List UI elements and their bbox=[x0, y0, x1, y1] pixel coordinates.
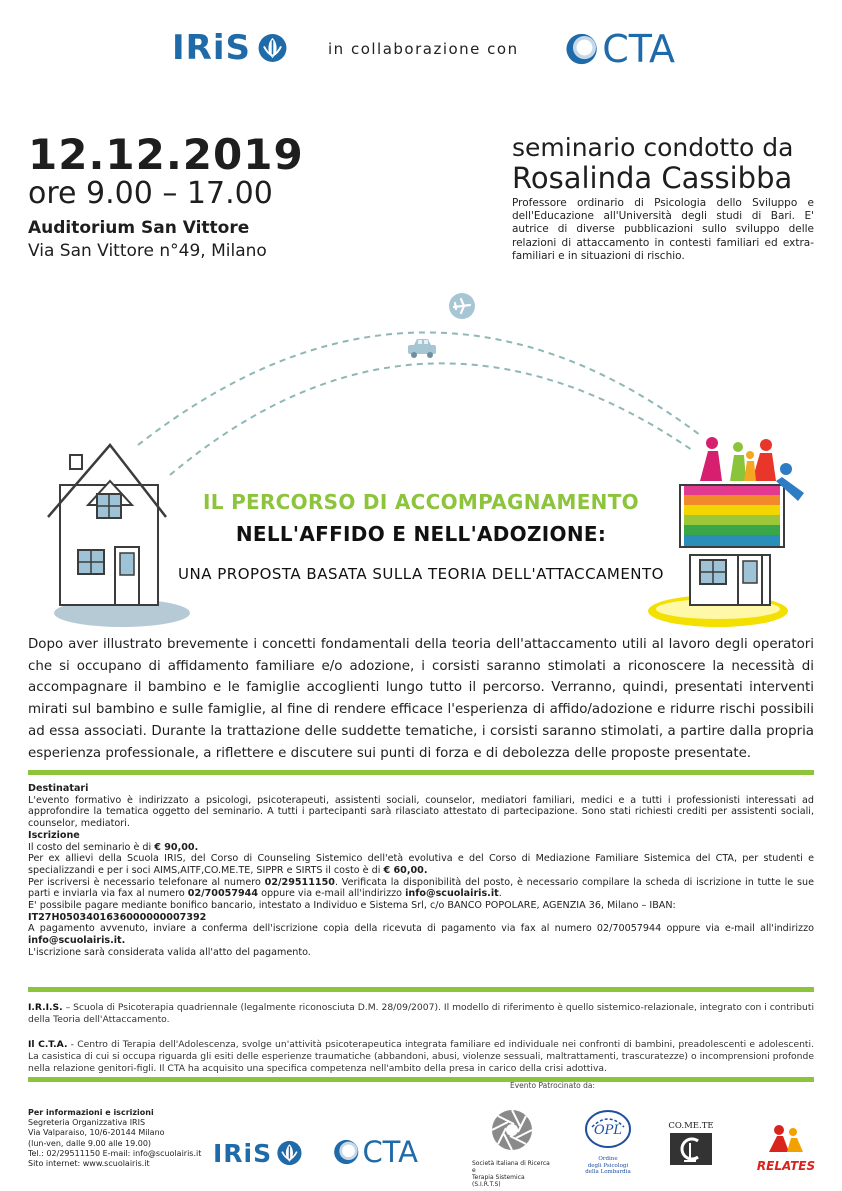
intro-paragraph: Dopo aver illustrato brevemente i concetti fondamentali della teoria dell'attaccamento utili al lavoro degli operatori che si occupano di affidamento familiare e/o adozione, i corsisti saranno stimolati a riconoscere la necessità di accompagnare il bambino e le famiglie accoglienti lungo tutto il percorso. Verranno, quindi, presentati interventi mirati sul bambino e sulle famiglie, al fine di rendere efficace l'esperienza di affido/adozione e ridurre rischi possibili ad essa associati. Durante la trattazione delle suddette tematiche, i corsisti saranno stimolati, a partire dalla propria esperienza professionale, a riflettere e discutere sui punti di forza e di debolezza delle proposte presentate. bbox=[28, 637, 814, 761]
contact-line-2: Via Valparaiso, 10/6-20144 Milano bbox=[28, 1128, 165, 1138]
relates-logo bbox=[752, 1124, 820, 1173]
contact-line-5[interactable]: Sito internet: www.scuolairis.it bbox=[28, 1159, 150, 1169]
led-by-label: seminario condotto da bbox=[512, 133, 794, 162]
about-iris bbox=[28, 1002, 814, 1026]
speaker-name: Rosalinda Cassibba bbox=[512, 161, 793, 195]
relates-text: RELATES bbox=[756, 1159, 816, 1173]
title-line-1: IL PERCORSO DI ACCOMPAGNAMENTO bbox=[203, 490, 639, 514]
signup-email-link[interactable]: info@scuolairis.it bbox=[405, 888, 499, 900]
iris-logo-text: IRiS bbox=[172, 28, 251, 68]
about-cta-name: Il C.T.A. bbox=[28, 1039, 68, 1050]
signup-end: . bbox=[498, 888, 502, 900]
divider-3 bbox=[28, 1077, 814, 1082]
iris-logo bbox=[172, 26, 288, 70]
sirts-line-2: Terapia Sistemica (S.I.R.T.S) bbox=[472, 1174, 525, 1188]
cta-logo-footer bbox=[333, 1130, 418, 1174]
comete-text: CO.ME.TE bbox=[668, 1121, 714, 1131]
cta-circle-icon bbox=[565, 26, 598, 72]
leaf-icon bbox=[257, 28, 288, 68]
recipients-heading: Destinatari bbox=[28, 783, 89, 794]
comete-logo bbox=[666, 1121, 716, 1172]
title-line-3: UNA PROPOSTA BASATA SULLA TEORIA DELL'ATTACCAMENTO bbox=[178, 565, 664, 583]
patronage-label: Evento Patrocinato da: bbox=[510, 1081, 596, 1090]
comete-mark-icon bbox=[668, 1131, 714, 1167]
event-address: Via San Vittore n°49, Milano bbox=[28, 241, 267, 261]
event-date: 12.12.2019 bbox=[28, 130, 304, 179]
contact-line-1: Segreteria Organizzativa IRIS bbox=[28, 1118, 146, 1128]
confirm-email-link[interactable]: info@scuolairis.it. bbox=[28, 935, 126, 947]
sirts-line-1: Società Italiana di Ricerca e bbox=[472, 1160, 550, 1174]
registration-heading: Iscrizione bbox=[28, 829, 80, 841]
cta-logo bbox=[565, 24, 675, 74]
ordine-line-2: degli Psicologi bbox=[587, 1162, 629, 1169]
event-time: ore 9.00 – 17.00 bbox=[28, 176, 273, 211]
ordine-line-3: della Lombardia bbox=[585, 1169, 631, 1175]
title-line-2: NELL'AFFIDO E NELL'ADOZIONE: bbox=[235, 522, 607, 546]
divider-2 bbox=[28, 987, 814, 992]
event-venue: Auditorium San Vittore bbox=[28, 218, 250, 238]
collab-text: in collaborazione con bbox=[328, 40, 519, 58]
cta-circle-icon bbox=[333, 1134, 359, 1170]
recipients-text: L'evento formativo è indirizzato a psicologi, psicoterapeuti, assistenti sociali, counselor, mediatori familiari, medici e a tutti i professionisti interessati ad approfondire la tematica oggetto del seminario. A tutti i partecipanti sarà rilasciato attestato di partecipazione. Sono stati richiesti crediti per assistenti sociali, counselor, mediatori. bbox=[28, 794, 814, 830]
leaf-icon bbox=[276, 1138, 303, 1168]
sirts-logo bbox=[472, 1108, 552, 1188]
speaker-bio: Professore ordinario di Psicologia dello Sviluppo e dell'Educazione all'Università degli studi di Bari. E' autrice di diverse pubblicazioni sullo sviluppo delle relazioni di attaccamento in contesti familiari ed extra-familiari e in situazioni di rischio. bbox=[512, 197, 814, 262]
signup-prefix: Per iscriversi è necessario telefonare al numero bbox=[28, 876, 265, 888]
details-section bbox=[28, 783, 814, 959]
contact-heading: Per informazioni e iscrizioni bbox=[28, 1108, 154, 1117]
divider-1 bbox=[28, 770, 814, 775]
iban: IT27H0503401636000000007392 bbox=[28, 911, 207, 923]
signup-mid2: oppure via e-mail all'indirizzo bbox=[258, 888, 406, 900]
confirm-line bbox=[28, 923, 814, 946]
discount-text: Per ex allievi della Scuola IRIS, del Corso di Counseling Sistemico dell'età evolutiva e del Corso di Mediazione Familiare Sistemica del CTA, per studenti e specializzandi e per i soci AIMS,AITF,CO.ME.TE, SIPPR e SIRTS il costo è di bbox=[28, 853, 814, 876]
cta-logo-footer-text: CTA bbox=[362, 1135, 418, 1169]
payment-text: E' possibile pagare mediante bonifico bancario, intestato a Individuo e Sistema Srl, c/o BANCO POPOLARE, AGENZIA 36, Milano – IBAN: bbox=[28, 900, 676, 912]
about-cta-text: - Centro di Terapia dell'Adolescenza, svolge un'attività psicoterapeutica integrata familiare ed individuale nei confronti di bambini, preadolescenti e adolescenti. La casistica di cui si occupa riguarda gli esiti delle esperienze traumatiche (abbandoni, abusi, violenze sessuali, maltrattamenti, trascuratezze) o incomprensioni profonde nella relazione genitori-figli. Il CTA ha acquisito una specifica competenza nell'ambito della presa in carico della crisi adottiva. bbox=[28, 1039, 814, 1074]
relates-figures-icon bbox=[759, 1124, 813, 1154]
airplane-icon bbox=[449, 293, 475, 319]
confirm-text: A pagamento avvenuto, inviare a conferma dell'iscrizione copia della ricevuta di pagamento via fax al numero 02/70057944 oppure via e-mail all'indirizzo bbox=[28, 923, 814, 935]
discount-line bbox=[28, 853, 814, 876]
valid-text: L'iscrizione sarà considerata valida all'atto del pagamento. bbox=[28, 946, 311, 958]
contact-line-4: Tel.: 02/29511150 E-mail: info@scuolairis.it bbox=[28, 1148, 202, 1158]
contact-block bbox=[28, 1108, 218, 1169]
aperture-icon bbox=[490, 1108, 534, 1152]
cost-line bbox=[28, 842, 814, 854]
ordine-logo bbox=[568, 1107, 648, 1176]
signup-line bbox=[28, 877, 814, 900]
ordine-mark: OPL bbox=[593, 1123, 623, 1138]
car-icon bbox=[408, 339, 436, 358]
iris-logo-footer bbox=[213, 1133, 303, 1173]
signup-fax: 02/70057944 bbox=[187, 888, 259, 900]
cta-logo-text: CTA bbox=[602, 27, 675, 71]
sirts-text bbox=[472, 1160, 552, 1188]
about-iris-text: – Scuola di Psicoterapia quadriennale (legalmente riconosciuta D.M. 28/09/2007). Il modello di riferimento è quello sistemico-relazionale, integrato con i contributi della Teoria dell'Attaccamento. bbox=[28, 1002, 814, 1025]
signup-mid: . Verificata la disponibilità del posto, è necessario compilare la scheda di iscrizione in tutte le sue parti e inviarla via fax al numero bbox=[28, 876, 814, 900]
ordine-text bbox=[568, 1156, 648, 1176]
iris-logo-footer-text: IRiS bbox=[213, 1138, 273, 1168]
about-iris-name: I.R.I.S. bbox=[28, 1002, 63, 1013]
cost-prefix: Il costo del seminario è di bbox=[28, 841, 155, 853]
ordine-psicologi-icon bbox=[578, 1107, 638, 1151]
about-cta bbox=[28, 1039, 814, 1075]
ordine-line-1: Ordine bbox=[598, 1156, 618, 1162]
cost-value: € 90,00. bbox=[154, 841, 199, 853]
contact-line-3: (lun-ven, dalle 9.00 alle 19.00) bbox=[28, 1138, 152, 1148]
signup-phone: 02/29511150 bbox=[264, 876, 335, 888]
discount-value: € 60,00. bbox=[383, 864, 428, 876]
